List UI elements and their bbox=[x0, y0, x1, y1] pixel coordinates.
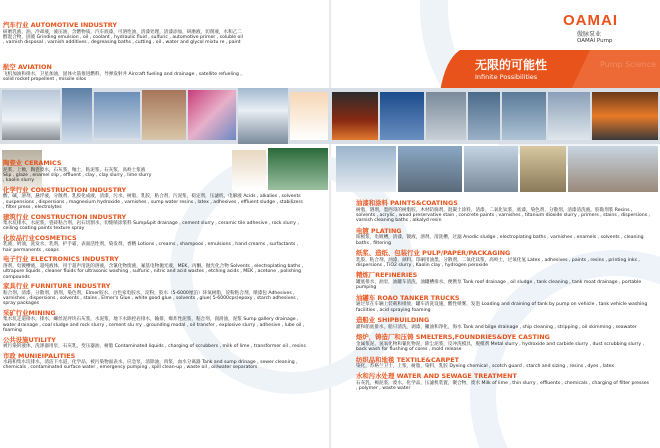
section-body: 树脂，溶剂，墨西哥的树脂胶，木材防腐剂，混凝土涂料，清漆，二氧化钛浆，底漆，染色剂，分散剂，清漆清洗液，胶黏剂浆 Resins , solvents , acrylic , wood preservative stain , concrete paints , varnishes , titanium dioxide slurry , primers , stains , dispersions , varnish cleaning baths , alkalyd resin bbox=[356, 207, 651, 224]
photo-fabric bbox=[188, 90, 236, 140]
section-refineries bbox=[356, 272, 651, 290]
section-textile bbox=[356, 357, 651, 370]
right-column bbox=[356, 200, 656, 392]
section-municipalities bbox=[3, 353, 308, 371]
photo-jet bbox=[94, 92, 140, 138]
section-heading: 建筑行业 CONSTRUCTION INDUSTRY bbox=[3, 212, 127, 221]
section-heading: 水和污水处理 WATER AND SEWAGE TREATMENT bbox=[356, 372, 517, 381]
slogan-en: Infinite Possibilities bbox=[475, 73, 538, 81]
section-shipbuilding bbox=[356, 317, 651, 330]
section-body: 灌和船底排水，船只清洗，剥漆，撇油和净化，海水 Tank and bilge drainage , ship cleaning , stripping , oil skimming , seawater bbox=[356, 324, 637, 330]
slogan-cn: 无限的可能性 bbox=[475, 58, 548, 72]
section-heading: 家具行业 FURNITURE INDUSTRY bbox=[3, 282, 111, 291]
section-body: 通过泵在车辆上装载和排放，罐车清洗设施，酸性喷雾，发泡 Loading and draining of tank by pump on vehicle , tank vehicle washing facilities , acid spraying foaming bbox=[356, 302, 648, 313]
section-body: 集水坑走道排水，排水，螺丝泥坪块石灰浆，水泥浆，地下水除控岩排水，输排，爆炸性泥浆，粘合剂，润滑油，泥浆 Sump gallery drainage , water drainage , coal sludge and rock slurry , cement slu rry , grounding modal , oil transfer , explosive slurry , adhesive , lube oil , foaming bbox=[3, 317, 305, 334]
section-body: 水箱和集水坑排水，清洁下水道，化学品，被污染物面表水，应急泵，清除油，肉浆，血水分离器 Tank and sump drinage , sewer cleaning , chemicals , contaminated surface water , emergency pumping , spill clean-up , waste oil , oil/water separators bbox=[3, 360, 298, 371]
photo-tanker-train bbox=[398, 146, 462, 192]
section-body: 染化，苏格兰卫士，上浆，树脂，染料，乳胶 Dyeing chemical , scotch guard , starch and sizing , resins , dyes , latex bbox=[356, 364, 615, 370]
section-heading: 纺织品和地毯 TEXTILE&CARPET bbox=[356, 355, 459, 364]
section-body: 乳液，奶油，洗发水，乳剂，护手霜，表面活性剂，染发剂，香精 Lotions , creams , shampoos , emulsions , hand creams , surfactants , hair permanents , soaps bbox=[3, 242, 299, 253]
photo-rail-tanks bbox=[568, 146, 658, 192]
photo-blue-machine bbox=[380, 92, 424, 140]
section-heading: 油漆和涂料 PAINTS&COATINGS bbox=[356, 199, 458, 207]
section-body: 粘合剂，清漆，分散剂，溶剂，染色剂，Elmer胶水，白色家电胶水，淀粉，胶水（5-6000厘泊）环氧树脂，淀粉粘合剂，喷漆包 Adhesives , varnishes , dispersions , solvents , stains , Elmer's Glue , white good glue , solvents , glue( 5-6000cps)epoxy , starch adhesives , spray packages bbox=[3, 290, 299, 307]
photo-pipes bbox=[468, 92, 500, 140]
section-body: 阳极浆，电镀槽，清漆，镀液，溶剂，清洗槽，过滤 Anodic sludge , electroplating baths , varnishes , enamels , solvents , cleaning baths , filtering bbox=[356, 235, 644, 246]
section-electronics bbox=[3, 256, 308, 280]
section-heading: 公共设施UTILITY bbox=[3, 335, 56, 344]
photo-tanks bbox=[548, 92, 590, 140]
section-paints bbox=[356, 200, 651, 224]
section-body: 飞机加油和排水，卫星加油，固体火箭推进燃料，导弹发射井 Aircraft fueling and drainage , satellite refueling , solid rocket propellent , missile silos bbox=[3, 71, 242, 82]
section-heading: 油罐车 ROAO TANKER TRUCKS bbox=[356, 293, 460, 302]
section-heading: 化妆品行业COSMETICS bbox=[3, 233, 77, 242]
section-furniture bbox=[3, 283, 308, 307]
photo-steel bbox=[332, 92, 378, 140]
section-heading: 航空 AVIATION bbox=[3, 63, 52, 71]
photo-rocket bbox=[62, 88, 92, 142]
brand-cn: 傲脉泵业 bbox=[577, 31, 602, 38]
photo-factory bbox=[502, 92, 546, 140]
section-body: 集水坑排水，水泥浆，瓷砖粘合剂，岩石切割水，切缝喷涂浆料 Sump&pit drainage , cement slurry , ceramic tile adhesive , rock slurry , ceiling coating paints texture spray bbox=[3, 221, 299, 232]
section-heading: 电镀 PLATING bbox=[356, 226, 402, 235]
section-body: 溶剂，电镀槽液，超纯液体，用于超声清洗的溶液，含氰化物废液，氟基电物抛光液，MEK，丙酮，抛光化合物 Solvents , electroplating baths , ultrapure liquids , cleaner fluids for ultrasonic washing , sulfuric , nitric and acid wastes , etching acids , MEK , acetone , polishing compounds bbox=[3, 263, 304, 280]
section-body: 酸，碱，溶剂，悬浮液，分散剂，乳胶化成液，清漆，污水，树脂，乳胶，粘合剂，污泥浆，稳定剂，压滤机，电解液 Acids , alkalies , solvents , suspensions , dispersions , magnesium hydroxide , varnishes , sump water resins , latex , adhesives , effluent sludge , stabilizers , filter press , electrolytes bbox=[3, 194, 303, 211]
slogan bbox=[475, 56, 547, 81]
section-body: 乳胶，粘合剂，油漆，颜料，印刷用油墨，分散剂，二氧化钛浆，高岭土，过氧化氢 Latex , adhesives , paints , resins , printing inks , dispersions , TiO2 slurry , Kaolin clay , hydrogen peroxide bbox=[356, 257, 640, 269]
brand-name: OAMAI bbox=[563, 12, 618, 29]
section-utility bbox=[3, 337, 308, 350]
section-body: 研磨乳液，油，冷却液，液压油，含燃物质，汽车底漆，可溶性油，清漆处理，清漆添加，研磨液，切削液，水和乙二醇混合物，固液 Grinding emulsion , oil , coolant , hydraulic fluid , sulfuric , automotive primer , soluble oil , varnish disposal , varnish additives , degreasing baths , cutting , oil , water and glycol mixtu re , paint bbox=[3, 29, 243, 46]
section-water-sewage bbox=[356, 373, 651, 391]
photo-crane bbox=[336, 146, 396, 192]
section-automotive bbox=[3, 22, 243, 46]
section-tanker-trucks bbox=[356, 295, 651, 313]
section-smelters bbox=[356, 334, 651, 352]
section-body: 金属浆泥，氢氧化物和氰化物泥，除尘泥浆，反冲洗模具，脱模剂 Metal slurry , hydroxide and carbide slurry , dust scrubbing slurry , back wash for flushing of cores , mold release bbox=[356, 341, 645, 353]
section-heading: 化学行业 CONSTRUCTION INDUSTRY bbox=[3, 185, 127, 194]
section-heading: 市政 MUNIEIPALITIES bbox=[3, 351, 76, 360]
photo-smelter bbox=[592, 92, 658, 140]
brand-logo bbox=[563, 12, 618, 44]
section-heading: 采矿行业MINING bbox=[3, 308, 56, 317]
photo-lab bbox=[142, 90, 186, 140]
section-body: 泥浆，上釉，陶瓷废水，石灰浆，釉土，粘泥浆，石灰浆，高岭土浆液 Slip , glaze , enamel slip , effluent , clay , clay slurry , lime slurry , kaolin slurry bbox=[3, 167, 152, 184]
section-ceramics bbox=[3, 160, 153, 184]
section-body: 石灰乳，褐泥浆，废水，化学品，压滤机装置，聚合物，废水 Milk of lime , thin slurry , effluents , chemicals , charging of filter presses , polymer , waste water bbox=[356, 381, 649, 392]
photo-plant bbox=[426, 92, 466, 140]
section-heading: 陶瓷业 CERAMICS bbox=[3, 159, 62, 167]
section-plating bbox=[356, 228, 651, 246]
section-aviation bbox=[3, 64, 253, 82]
slogan-wedge bbox=[440, 50, 660, 92]
section-construction bbox=[3, 214, 303, 232]
section-heading: 造船业 SHIPBUILDING bbox=[356, 316, 430, 325]
section-mining bbox=[3, 310, 308, 334]
section-pulp-paper bbox=[356, 250, 651, 268]
section-heading: 熔炉，铸造厂和压铸 SMELTERS,FOUNDRIES&DYE CASTING bbox=[356, 333, 550, 342]
section-chemical bbox=[3, 187, 303, 211]
section-body: 被污染的液体，洗涤器用泵，石灰乳，变压器油，树脂 Contaminated liquids , charging of scrubbers , milk of lime , transformer oil , resins bbox=[3, 344, 306, 350]
slogan-ghost: Pump Science bbox=[600, 60, 657, 69]
photo-paper bbox=[290, 92, 328, 140]
photo-car bbox=[2, 90, 60, 140]
section-heading: 电子行业 ELECTRONICS INDUSTRY bbox=[3, 255, 119, 264]
photo-refinery bbox=[464, 146, 518, 192]
section-heading: 汽车行业 AUTOMOTIVE INDUSTRY bbox=[3, 21, 117, 29]
photo-plating bbox=[520, 146, 566, 192]
section-heading: 精炼厂REFINERIES bbox=[356, 271, 418, 280]
left-column bbox=[3, 160, 325, 371]
photo-city bbox=[238, 88, 288, 144]
section-body: 罐底排水，油泵，油罐车清洗，油罐槽排水，便携泵 Tank roof drainage , oil sludge , tank cleaning , tank moat drainage , portable pumping bbox=[356, 280, 642, 291]
section-heading: 纸浆、造纸、包装行业 PULP/PAPER/PACKAGING bbox=[356, 249, 511, 258]
section-cosmetics bbox=[3, 235, 303, 253]
brand-en: OAMAI Pump bbox=[577, 38, 613, 44]
